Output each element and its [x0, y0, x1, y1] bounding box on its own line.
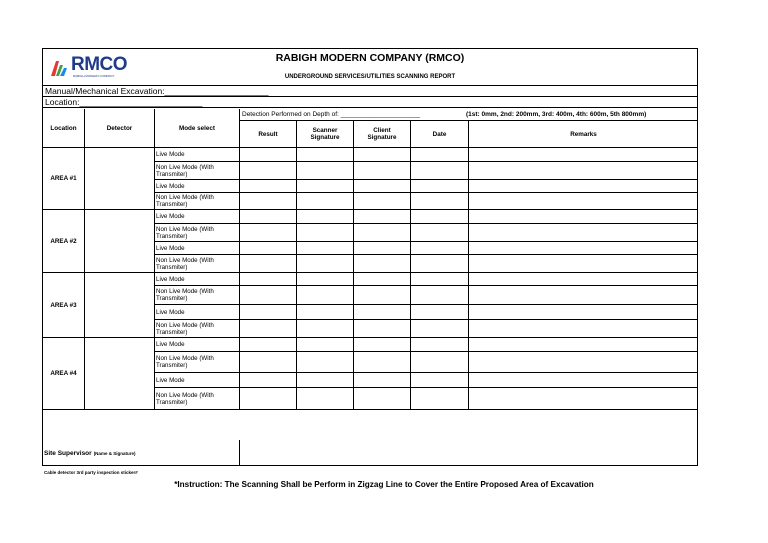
scanner-signature-cell[interactable] — [297, 255, 354, 273]
depth-legend: (1st: 0mm, 2nd: 200mm, 3rd: 400m, 4th: 600m, 5th 800mm) — [466, 111, 647, 118]
mode-cell — [155, 180, 240, 193]
col-header-result-label: Result — [258, 130, 278, 138]
mode-label: Non Live Mode (With Transmiter) — [156, 256, 214, 271]
result-cell[interactable] — [240, 286, 297, 305]
area-label: AREA #4 — [50, 370, 77, 377]
mode-cell — [155, 388, 240, 410]
area-label-cell — [43, 210, 85, 273]
col-header-remarks-label: Remarks — [570, 130, 597, 138]
date-cell[interactable] — [411, 255, 469, 273]
remarks-cell[interactable] — [469, 162, 698, 180]
depth-field: Detection Performed on Depth of: ______________________ — [242, 111, 421, 118]
report-title: UNDERGROUND SERVICES/UTILITIES SCANNING REPORT — [284, 74, 456, 80]
mode-cell — [155, 148, 240, 162]
mode-label: Live Mode — [156, 376, 185, 384]
logo-subtext: RABIGH MODERN COMPANY — [73, 74, 115, 78]
client-signature-cell[interactable] — [354, 210, 411, 224]
col-header-result — [240, 121, 297, 148]
result-cell[interactable] — [240, 373, 297, 388]
mode-label: Live Mode — [156, 341, 185, 348]
scanner-signature-cell[interactable] — [297, 286, 354, 305]
date-cell[interactable] — [411, 352, 469, 373]
mode-label: Non Live Mode (With Transmiter) — [156, 194, 214, 208]
mode-label: Non Live Mode (With Transmiter) — [156, 288, 214, 302]
client-signature-cell[interactable] — [354, 388, 411, 410]
client-signature-cell[interactable] — [354, 286, 411, 305]
result-cell[interactable] — [240, 193, 297, 210]
mode-cell — [155, 255, 240, 273]
mode-label: Live Mode — [156, 244, 185, 252]
remarks-cell[interactable] — [469, 148, 698, 162]
scanning-report-form — [42, 48, 698, 466]
date-cell[interactable] — [411, 373, 469, 388]
client-signature-cell[interactable] — [354, 305, 411, 320]
result-cell[interactable] — [240, 148, 297, 162]
date-cell[interactable] — [411, 273, 469, 286]
depth-row[interactable] — [240, 109, 698, 121]
result-cell[interactable] — [240, 242, 297, 255]
remarks-cell[interactable] — [469, 352, 698, 373]
scanner-signature-cell[interactable] — [297, 273, 354, 286]
mode-label: Live Mode — [156, 213, 185, 220]
col-header-mode-select-label: Mode select — [178, 124, 216, 132]
remarks-cell[interactable] — [469, 273, 698, 286]
client-signature-cell[interactable] — [354, 193, 411, 210]
col-header-scanner-signature-label: Scanner Signature — [310, 127, 340, 141]
area-label: AREA #2 — [50, 237, 77, 245]
mode-cell — [155, 210, 240, 224]
detector-cell[interactable] — [85, 148, 155, 210]
result-cell[interactable] — [240, 162, 297, 180]
site-supervisor-signature[interactable] — [240, 440, 698, 466]
mode-label: Live Mode — [156, 151, 185, 158]
site-supervisor-note: (Name & Signature) — [93, 450, 136, 456]
company-title: RABIGH MODERN COMPANY (RMCO) — [275, 52, 465, 64]
client-signature-cell[interactable] — [354, 162, 411, 180]
date-cell[interactable] — [411, 320, 469, 338]
col-header-location-label: Location — [50, 124, 77, 132]
scanning-instruction: *Instruction: The Scanning Shall be Perform in Zigzag Line to Cover the Entire Proposed Area of Excavation — [174, 480, 594, 489]
mode-cell — [155, 352, 240, 373]
col-header-date-label: Date — [432, 130, 447, 138]
remarks-cell[interactable] — [469, 305, 698, 320]
col-header-location — [43, 109, 85, 148]
col-header-detector — [85, 109, 155, 148]
remarks-cell[interactable] — [469, 210, 698, 224]
client-signature-cell[interactable] — [354, 148, 411, 162]
scanner-signature-cell[interactable] — [297, 210, 354, 224]
col-header-date — [411, 121, 469, 148]
scanner-signature-cell[interactable] — [297, 193, 354, 210]
client-signature-cell[interactable] — [354, 320, 411, 338]
result-cell[interactable] — [240, 224, 297, 242]
mode-cell — [155, 273, 240, 286]
excavation-field[interactable]: Manual/Mechanical Excavation:______________________ — [43, 86, 697, 97]
remarks-cell[interactable] — [469, 242, 698, 255]
mode-cell — [155, 305, 240, 320]
mode-label: Live Mode — [156, 182, 185, 190]
result-cell[interactable] — [240, 180, 297, 193]
mode-label: Non Live Mode (With Transmiter) — [156, 225, 214, 240]
date-cell[interactable] — [411, 305, 469, 320]
date-cell[interactable] — [411, 162, 469, 180]
mode-cell — [155, 224, 240, 242]
result-cell[interactable] — [240, 352, 297, 373]
date-cell[interactable] — [411, 148, 469, 162]
remarks-cell[interactable] — [469, 338, 698, 352]
client-signature-cell[interactable] — [354, 352, 411, 373]
area-label: AREA #1 — [50, 175, 77, 182]
client-signature-cell[interactable] — [354, 255, 411, 273]
detector-cell[interactable] — [85, 273, 155, 338]
mode-cell — [155, 242, 240, 255]
scanner-signature-cell[interactable] — [297, 224, 354, 242]
col-header-mode-select — [155, 109, 240, 148]
col-header-client-signature-label: Client Signature — [367, 127, 397, 141]
location-field[interactable]: Location:__________________________ — [43, 97, 697, 108]
date-cell[interactable] — [411, 242, 469, 255]
remarks-cell[interactable] — [469, 180, 698, 193]
client-signature-cell[interactable] — [354, 273, 411, 286]
scanner-signature-cell[interactable] — [297, 373, 354, 388]
site-supervisor-label: Site Supervisor — [44, 449, 92, 457]
area-label-cell — [43, 148, 85, 210]
client-signature-cell[interactable] — [354, 338, 411, 352]
col-header-client-signature — [354, 121, 411, 148]
remarks-cell[interactable] — [469, 373, 698, 388]
mode-label: Non Live Mode (With Transmiter) — [156, 355, 214, 369]
sticker-note: Cable detector 3rd party inspection sticker# — [44, 470, 138, 475]
mode-label: Live Mode — [156, 275, 185, 283]
result-cell[interactable] — [240, 388, 297, 410]
mode-cell — [155, 338, 240, 352]
mode-cell — [155, 373, 240, 388]
remarks-cell[interactable] — [469, 255, 698, 273]
scanner-signature-cell[interactable] — [297, 338, 354, 352]
report-header — [43, 49, 697, 86]
detector-cell[interactable] — [85, 338, 155, 410]
result-cell[interactable] — [240, 305, 297, 320]
mode-label: Non Live Mode (With Transmiter) — [156, 391, 214, 406]
remarks-cell[interactable] — [469, 388, 698, 410]
date-cell[interactable] — [411, 338, 469, 352]
client-signature-cell[interactable] — [354, 180, 411, 193]
col-header-detector-label: Detector — [106, 124, 133, 132]
date-cell[interactable] — [411, 388, 469, 410]
area-label-cell — [43, 273, 85, 338]
result-cell[interactable] — [240, 320, 297, 338]
logo-text: RMCO — [71, 54, 128, 75]
scanner-signature-cell[interactable] — [297, 320, 354, 338]
mode-cell — [155, 162, 240, 180]
result-cell[interactable] — [240, 255, 297, 273]
date-cell[interactable] — [411, 286, 469, 305]
scanner-signature-cell[interactable] — [297, 180, 354, 193]
mode-cell — [155, 286, 240, 305]
scanner-signature-cell[interactable] — [297, 148, 354, 162]
date-cell[interactable] — [411, 180, 469, 193]
scanner-signature-cell[interactable] — [297, 242, 354, 255]
scanner-signature-cell[interactable] — [297, 162, 354, 180]
date-cell[interactable] — [411, 224, 469, 242]
remarks-cell[interactable] — [469, 193, 698, 210]
site-supervisor-cell — [43, 440, 240, 466]
result-cell[interactable] — [240, 210, 297, 224]
scanner-signature-cell[interactable] — [297, 305, 354, 320]
scanner-signature-cell[interactable] — [297, 352, 354, 373]
mode-label: Live Mode — [156, 308, 185, 316]
scanner-signature-cell[interactable] — [297, 388, 354, 410]
client-signature-cell[interactable] — [354, 242, 411, 255]
date-cell[interactable] — [411, 210, 469, 224]
client-signature-cell[interactable] — [354, 224, 411, 242]
client-signature-cell[interactable] — [354, 373, 411, 388]
detector-cell[interactable] — [85, 210, 155, 273]
result-cell[interactable] — [240, 273, 297, 286]
area-label: AREA #3 — [50, 301, 77, 309]
mode-cell — [155, 193, 240, 210]
remarks-cell[interactable] — [469, 224, 698, 242]
area-label-cell — [43, 338, 85, 410]
col-header-scanner-signature — [297, 121, 354, 148]
mode-cell — [155, 320, 240, 338]
result-cell[interactable] — [240, 338, 297, 352]
mode-label: Non Live Mode (With Transmiter) — [156, 321, 214, 336]
remarks-cell[interactable] — [469, 286, 698, 305]
date-cell[interactable] — [411, 193, 469, 210]
remarks-cell[interactable] — [469, 320, 698, 338]
mode-label: Non Live Mode (With Transmiter) — [156, 163, 214, 178]
col-header-remarks — [469, 121, 698, 148]
